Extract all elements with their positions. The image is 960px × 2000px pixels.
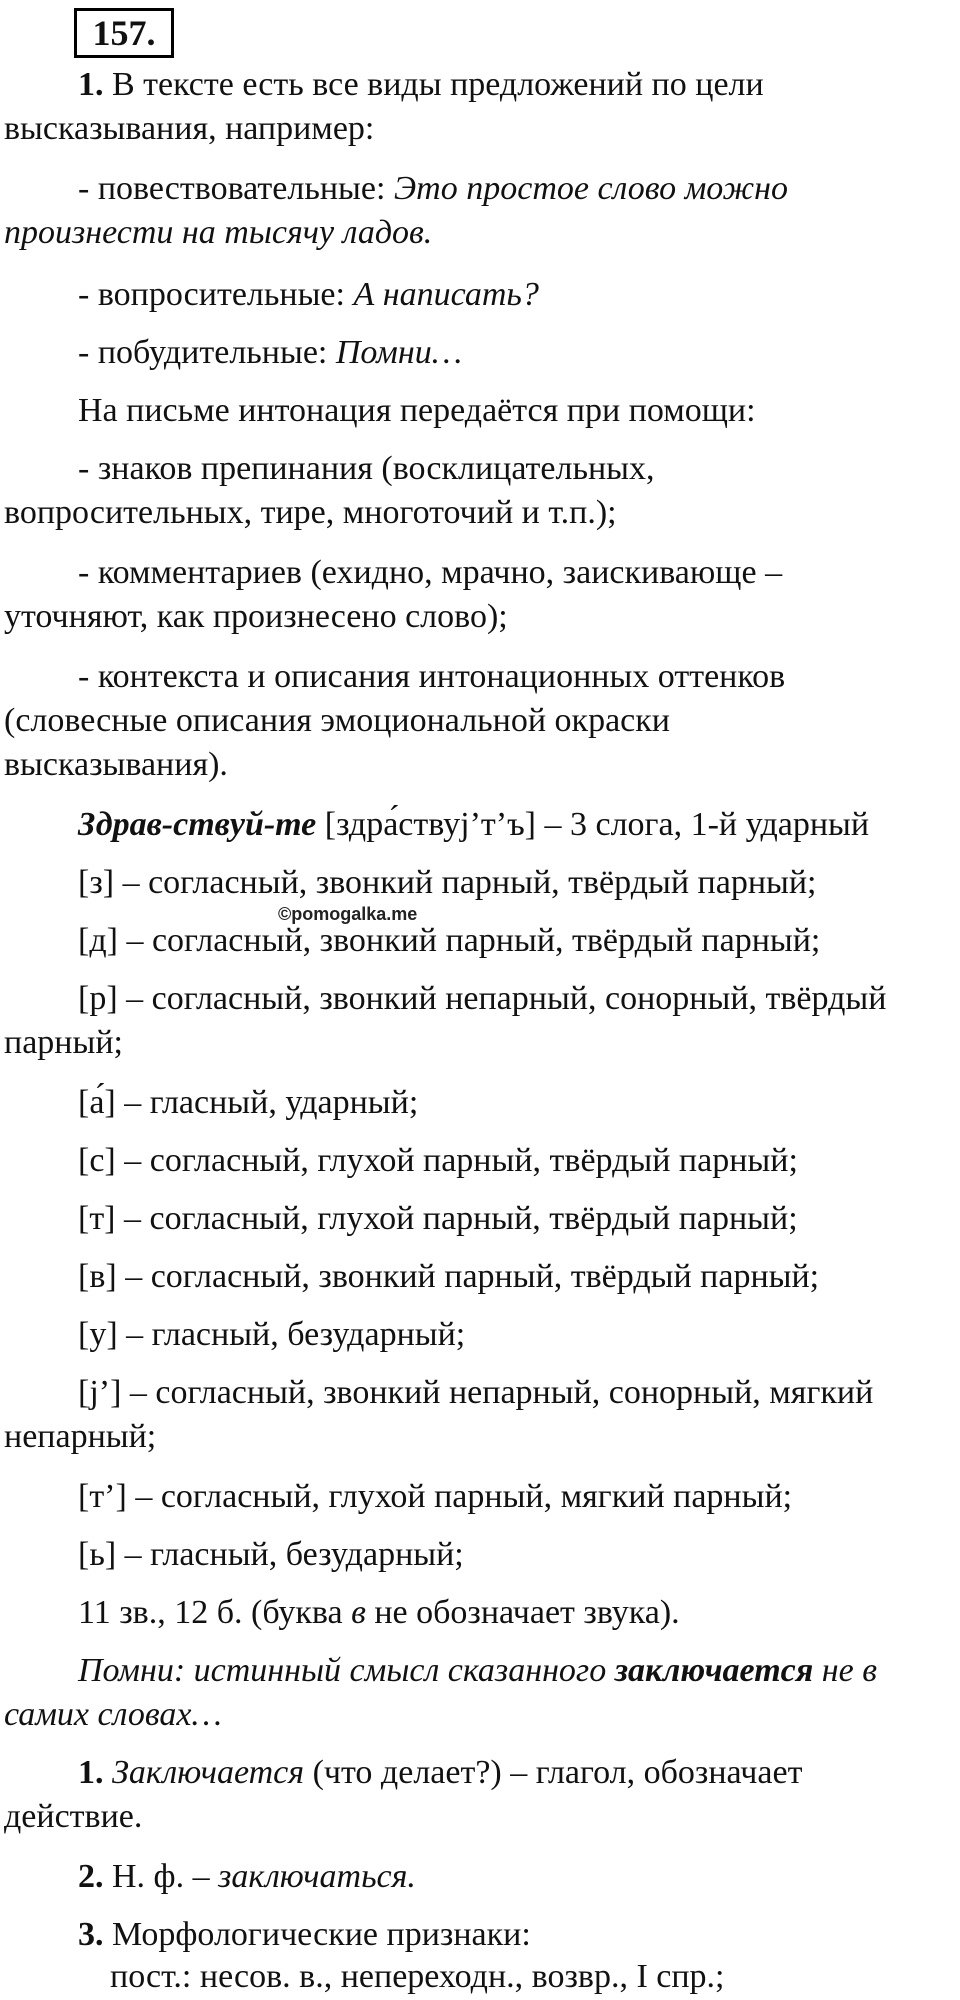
paragraph-line: На письме интонация передаётся при помощи:	[78, 392, 756, 429]
paragraph-line: - побудительные: Помни…	[78, 334, 462, 371]
quote-line: Помни: истинный смысл сказанного заключается не в	[78, 1652, 877, 1689]
item-number: 2.	[78, 1858, 104, 1895]
phonetic-heading: Здрав-ствуй-те [здра́ствуj’т’ъ] – 3 слога, 1-й ударный	[78, 806, 870, 843]
sound-line: [а́] – гласный, ударный;	[78, 1084, 419, 1121]
sound-line: парный;	[4, 1024, 123, 1061]
sound-line: [д] – согласный, звонкий парный, твёрдый парный;	[78, 922, 821, 959]
sound-count: 11 зв., 12 б. (буква в не обозначает звука).	[78, 1594, 680, 1631]
item-number: 1.	[78, 66, 104, 103]
paragraph-line	[4, 214, 432, 252]
morph-item: 2. Н. ф. – заключаться.	[78, 1858, 416, 1895]
paragraph-line: вопросительных, тире, многоточий и т.п.);	[4, 494, 617, 531]
paragraph-line: - знаков препинания (восклицательных,	[78, 450, 655, 487]
sound-line: [ь] – гласный, безударный;	[78, 1536, 464, 1573]
morph-item: 3. Морфологические признаки:	[78, 1916, 531, 1953]
item-number: 3.	[78, 1916, 104, 1953]
sound-line: [у] – гласный, безударный;	[78, 1316, 466, 1353]
example-text: Это простое слово можно	[393, 170, 788, 207]
paragraph-line: - комментариев (ехидно, мрачно, заискивающе –	[78, 554, 783, 591]
analyzed-word: Здрав-ствуй-те	[78, 806, 317, 843]
paragraph-line: 1. В тексте есть все виды предложений по цели	[78, 66, 764, 103]
example-text: произнести на тысячу ладов.	[4, 214, 433, 251]
sound-line: [т] – согласный, глухой парный, твёрдый парный;	[78, 1200, 798, 1237]
example-text: Помни…	[335, 334, 462, 371]
sound-line: [р] – согласный, звонкий непарный, сонорный, твёрдый	[78, 980, 887, 1017]
paragraph-line: - повествовательные: Это простое слово можно	[78, 170, 788, 207]
example-text: А написать?	[353, 276, 539, 313]
paragraph-line: уточняют, как произнесено слово);	[4, 598, 508, 635]
sound-line: [т’] – согласный, глухой парный, мягкий парный;	[78, 1478, 793, 1515]
paragraph-line: высказывания).	[4, 746, 228, 783]
morph-item: пост.: несов. в., непереходн., возвр., I спр.;	[110, 1958, 725, 1995]
sound-line: [j’] – согласный, звонкий непарный, сонорный, мягкий	[78, 1374, 874, 1411]
item-number: 1.	[78, 1754, 104, 1791]
sound-line: [з] – согласный, звонкий парный, твёрдый парный;	[78, 864, 817, 901]
paragraph-line: высказывания, например:	[4, 110, 375, 147]
sound-line: [в] – согласный, звонкий парный, твёрдый парный;	[78, 1258, 820, 1295]
exercise-number: 157.	[74, 8, 174, 58]
morph-item: 1. Заключается (что делает?) – глагол, обозначает	[78, 1754, 803, 1791]
sound-line: непарный;	[4, 1418, 157, 1455]
paragraph-line: - контекста и описания интонационных оттенков	[78, 658, 786, 695]
paragraph-line: (словесные описания эмоциональной окраски	[4, 702, 670, 739]
sound-line: [с] – согласный, глухой парный, твёрдый парный;	[78, 1142, 798, 1179]
morph-item: действие.	[4, 1798, 143, 1835]
quote-line: самих словах…	[4, 1696, 222, 1733]
analyzed-word: заключается	[614, 1652, 814, 1689]
watermark: ©pomogalka.me	[278, 904, 418, 924]
paragraph-line: - вопросительные: А написать?	[78, 276, 539, 313]
